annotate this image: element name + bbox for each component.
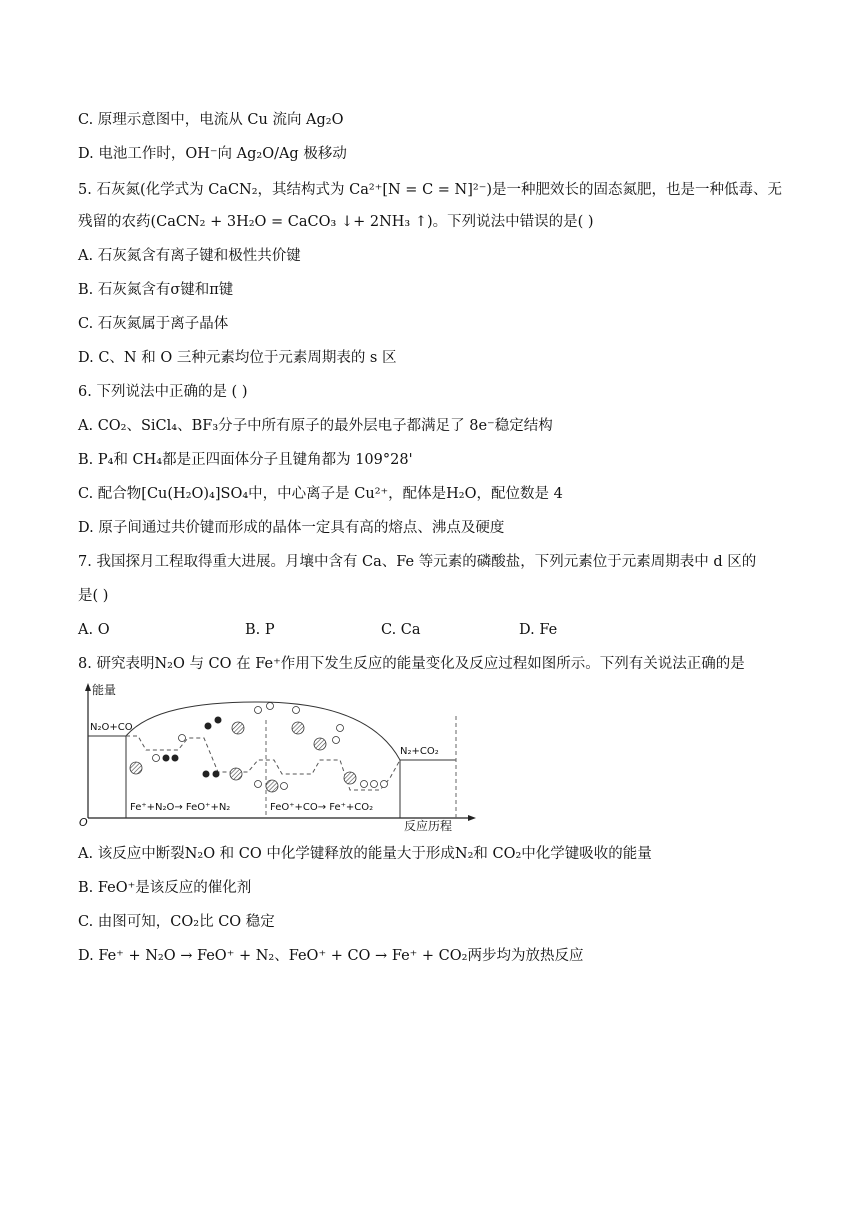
step2-label: FeO⁺+CO→ Fe⁺+CO₂ [270, 802, 374, 813]
q6-option-a: A. CO₂、SiCl₄、BF₃分子中所有原子的最外层电子都满足了 8e⁻稳定结构 [78, 418, 553, 434]
q7-stem-line2: 是( ) [78, 588, 109, 604]
y-axis-label: 能量 [92, 683, 117, 697]
q5-option-a: A. 石灰氮含有离子键和极性共价键 [78, 248, 301, 264]
q8-option-b: B. FeO⁺是该反应的催化剂 [78, 880, 252, 896]
x-axis-arrow [468, 815, 476, 821]
q5-option-c: C. 石灰氮属于离子晶体 [78, 316, 229, 332]
origin-label: O [79, 816, 88, 829]
q7-stem-line1: 7. 我国探月工程取得重大进展。月壤中含有 Ca、Fe 等元素的磷酸盐，下列元素位于元素周期表中 d 区的 [78, 554, 757, 570]
q6-option-b: B. P₄和 CH₄都是正四面体分子且键角都为 109°28' [78, 452, 413, 468]
energy-arc [126, 702, 400, 760]
q8-option-a: A. 该反应中断裂N₂O 和 CO 中化学键释放的能量大于形成N₂和 CO₂中化学键吸收的能量 [78, 846, 652, 862]
option-d-prev: D. 电池工作时，OH⁻向 Ag₂O/Ag 极移动 [78, 146, 347, 162]
q8-option-c: C. 由图可知，CO₂比 CO 稳定 [78, 914, 275, 930]
q7-option-a: A. O [78, 622, 110, 638]
start-label: N₂O+CO [90, 722, 133, 733]
q6-option-c: C. 配合物[Cu(H₂O)₄]SO₄中，中心离子是 Cu²⁺，配体是H₂O，配位数是 4 [78, 486, 563, 502]
x-axis-label: 反应历程 [404, 819, 453, 832]
q6-stem: 6. 下列说法中正确的是 ( ) [78, 384, 248, 400]
option-c-prev: C. 原理示意图中，电流从 Cu 流向 Ag₂O [78, 112, 344, 128]
end-label: N₂+CO₂ [400, 746, 439, 757]
q5-stem-line2: 残留的农药(CaCN₂ + 3H₂O = CaCO₃ ↓+ 2NH₃ ↑)。下列说法中错误的是( ) [78, 214, 594, 230]
energy-diagram [78, 680, 478, 832]
q5-option-d: D. C、N 和 O 三种元素均位于元素周期表的 s 区 [78, 350, 397, 366]
step1-label: Fe⁺+N₂O→ FeO⁺+N₂ [130, 802, 231, 813]
q5-stem-line1: 5. 石灰氮(化学式为 CaCN₂，其结构式为 Ca²⁺[N = C = N]²⁻)是一种肥效长的固态氮肥，也是一种低毒、无 [78, 182, 782, 198]
q6-option-d: D. 原子间通过共价键而形成的晶体一定具有高的熔点、沸点及硬度 [78, 520, 505, 536]
y-axis-arrow [85, 683, 91, 691]
q8-stem: 8. 研究表明N₂O 与 CO 在 Fe⁺作用下发生反应的能量变化及反应过程如图所示。下列有关说法正确的是 [78, 656, 745, 672]
q8-option-d: D. Fe⁺ + N₂O → FeO⁺ + N₂、FeO⁺ + CO → Fe⁺ + CO₂两步均为放热反应 [78, 948, 584, 964]
q7-option-c: C. Ca [381, 622, 421, 638]
q7-option-d: D. Fe [519, 622, 558, 638]
reaction-path [126, 736, 400, 790]
q5-option-b: B. 石灰氮含有σ键和π键 [78, 282, 234, 298]
molecule-icons [130, 703, 388, 793]
q7-option-b: B. P [245, 622, 275, 638]
